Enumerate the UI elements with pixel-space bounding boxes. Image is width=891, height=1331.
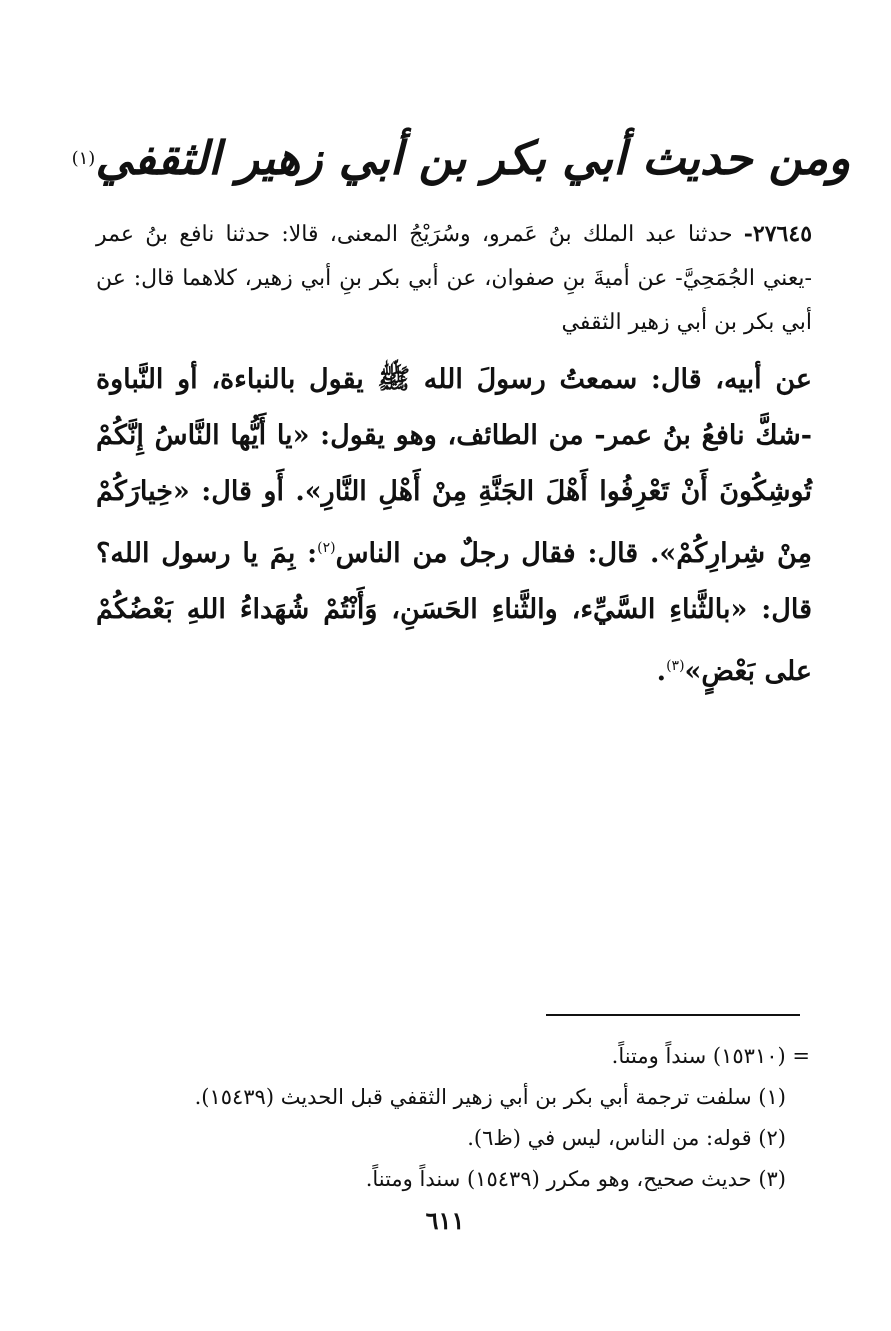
footnotes	[110, 1036, 810, 1200]
footnote-continuation: = (١٥٣١٠) سنداً ومتناً.	[611, 1044, 810, 1068]
hadith-matn-paragraph	[96, 352, 812, 700]
hadith-number: ٢٧٦٤٥-	[743, 221, 813, 247]
hadith-matn-footnote-ref-3: (٣)	[666, 658, 685, 674]
chapter-title-footnote-ref: (١)	[71, 147, 96, 169]
chapter-title	[71, 118, 851, 198]
hadith-isnad-text: حدثنا عبد الملك بنُ عَمرو، وسُرَيْجُ المعنى، قالا: حدثنا نافع بنُ عمر -يعني الجُمَحِيَّ- عن أميةَ بنِ صفوان، عن أبي بكر بنِ أبي زهير، كلاهما قال: عن أبي بكر بن أبي زهير الثقفي	[96, 222, 812, 335]
hadith-matn-footnote-ref-2: (٢)	[317, 540, 336, 556]
chapter-title-text: ومن حديث أبي بكر بن أبي زهير الثقفي	[95, 131, 851, 185]
footnote-item: (٣) حديث صحيح، وهو مكرر (١٥٤٣٩) سنداً ومتناً.	[365, 1167, 786, 1191]
hadith-matn-part2: : بِمَ يا رسول الله؟ قال: «بالثَّناءِ السَّيِّء، والثَّناءِ الحَسَنِ، وَأَنْتُمْ شُهَداءُ اللهِ بَعْضُكُمْ على بَعْضٍ»	[96, 538, 812, 687]
hadith-matn-part1: عن أبيه، قال: سمعتُ رسولَ الله ﷺ يقول بالنباءة، أو النَّباوة -شكَّ نافعُ بنُ عمر- من الطائف، وهو يقول: «يا أَيُّها النَّاسُ إِنَّكُمْ تُوشِكُونَ أَنْ تَعْرِفُوا أَهْلَ الجَنَّةِ مِنْ أَهْلِ النَّارِ». أَو قال: «خِيارَكُمْ مِنْ شِرارِكُمْ». قال: فقال رجلٌ من الناس	[96, 364, 812, 569]
page-number: ٦١١	[425, 1206, 465, 1235]
footnote-item: (١) سلفت ترجمة أبي بكر بن أبي زهير الثقفي قبل الحديث (١٥٤٣٩).	[194, 1085, 786, 1109]
footnote-item: (٢) قوله: من الناس، ليس في (ظ٦).	[467, 1126, 786, 1150]
footnote-divider	[546, 1014, 800, 1016]
hadith-matn-end: .	[656, 656, 667, 687]
hadith-isnad-paragraph	[96, 212, 812, 345]
